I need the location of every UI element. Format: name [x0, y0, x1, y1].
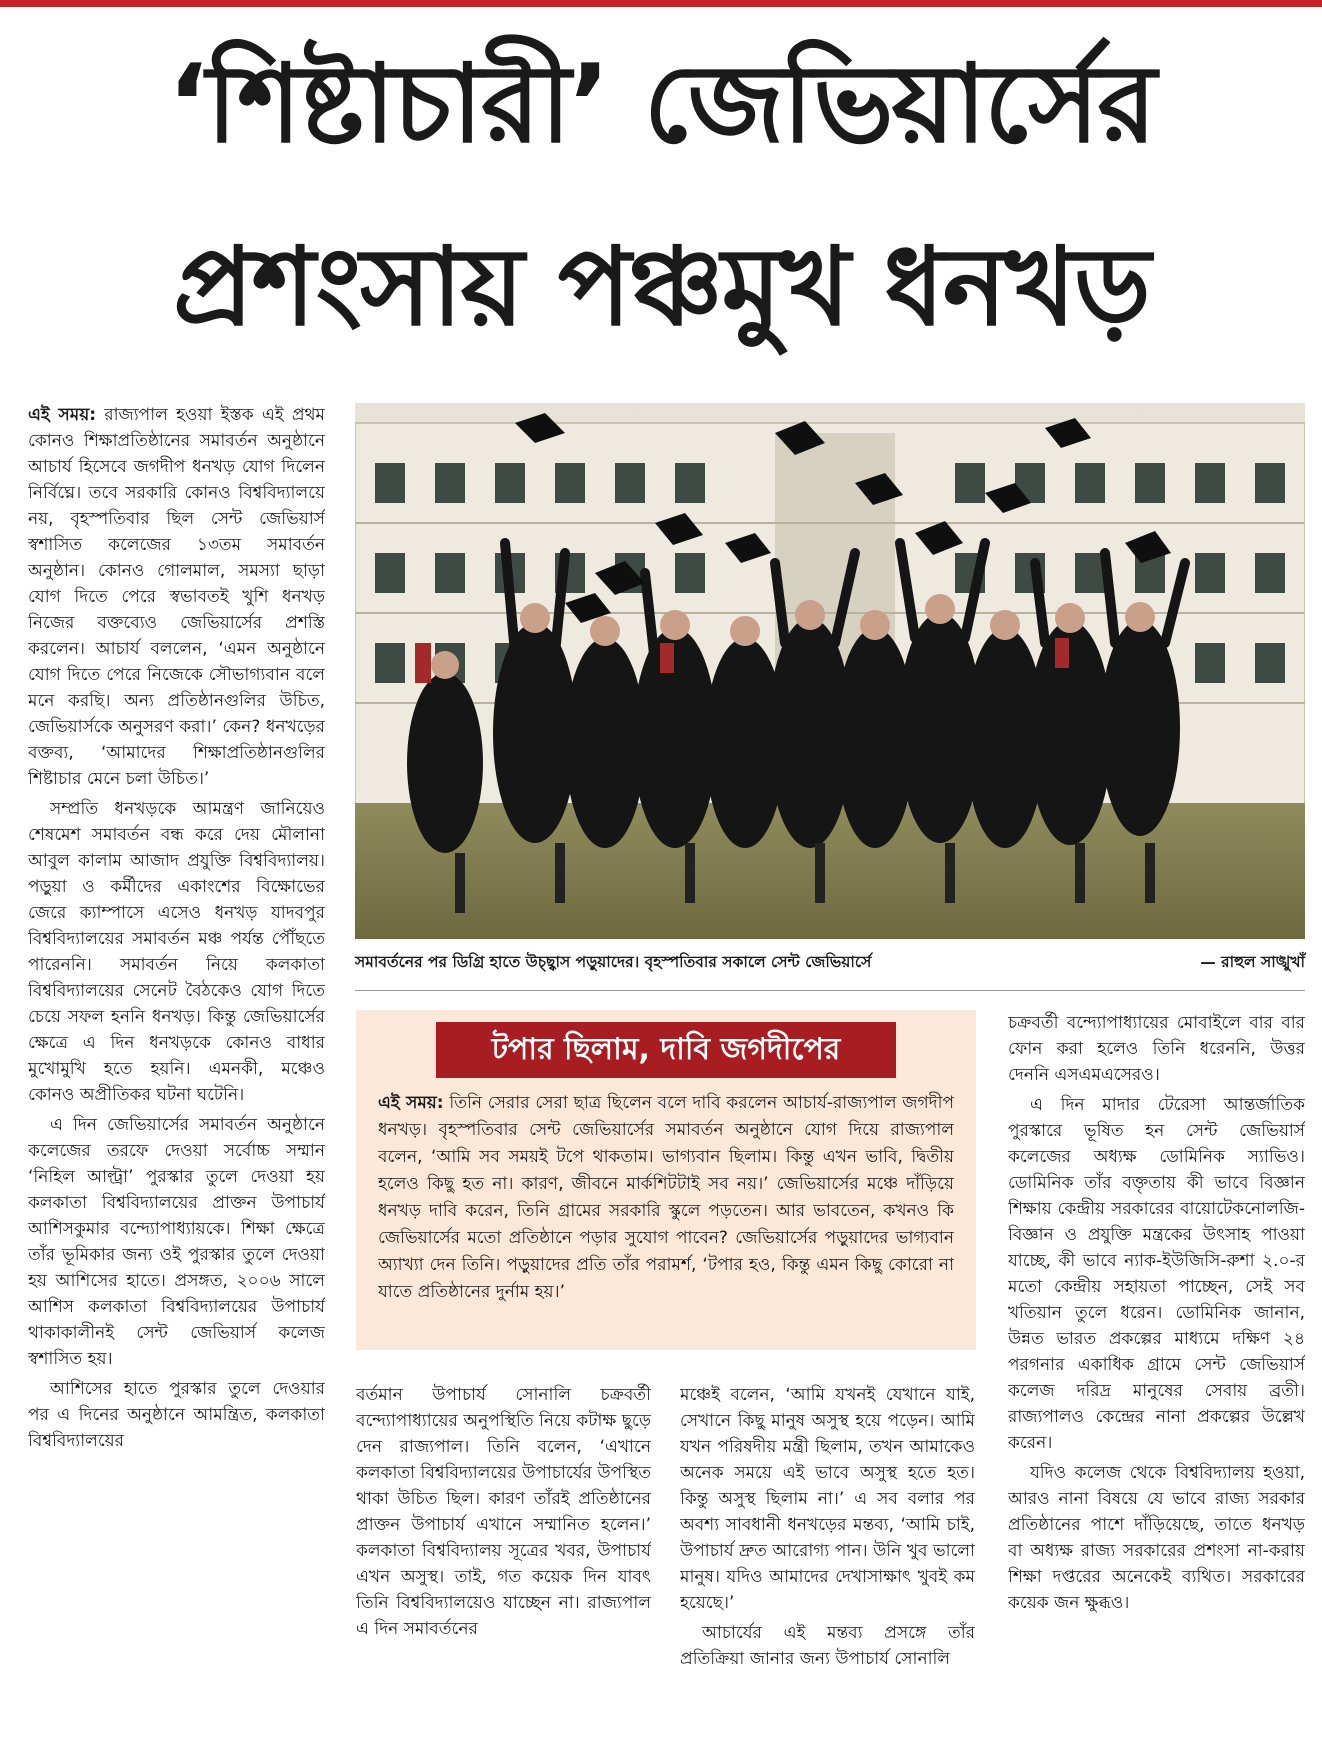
- headline-line-2: প্রশংসায় পঞ্চমুখ ধনখড়: [172, 225, 1150, 350]
- photo-caption: [355, 947, 1305, 977]
- story-column-3: [356, 1382, 651, 1747]
- photo-credit: — রাহুল সাঙ্খুখাঁ: [1200, 953, 1305, 971]
- sidebar-box-title: টপার ছিলাম, দাবি জগদীপের: [436, 1022, 896, 1078]
- sidebar-box-body: [378, 1090, 954, 1340]
- story-paragraph: আচার্যের এই মন্তব্য প্রসঙ্গে তাঁর প্রতিক্রিয়া জানার জন্য উপাচার্য সোনালি: [680, 1623, 975, 1669]
- story-paragraph: এ দিন মাদার টেরেসা আন্তর্জাতিক পুরস্কারে ভূষিত হন সেন্ট জেভিয়ার্স কলেজের অধ্যক্ষ ডোমিনিক স্যাভিও। ডোমিনিক তাঁর বক্তৃতায় কী ভাবে বিজ্ঞান শিক্ষায় কেন্দ্রীয় সরকারের বায়োটেকনোলজি-বিজ্ঞান ও প্রযুক্তি মন্ত্রকের উৎসাহ পাওয়া যাচ্ছে, কী ভাবে ন্যাক-ইউজিসি-রুশা ২.০-র মতো কেন্দ্রীয় সহায়তা পাচ্ছেন, সেই সব খতিয়ান তুলে ধরেন। ডোমিনিক জানান, উন্নত ভারত প্রকল্পের মাধ্যমে দক্ষিণ ২৪ পরগনার একাধিক গ্রামে সেন্ট জেভিয়ার্স কলেজ দরিদ্র মানুষের সেবায় ব্রতী। রাজ্যপালও কেন্দ্রের নানা প্রকল্পের উল্লেখ করেন।: [1008, 1095, 1305, 1453]
- top-rule: [0, 0, 1322, 7]
- story-paragraph: মঞ্চেই বলেন, ‘আমি যখনই যেখানে যাই, সেখানে কিছু মানুষ অসুস্থ হয়ে পড়েন। আমি যখন পরিষদীয় মন্ত্রী ছিলাম, তখন আমাকেও অনেক সময়ে এই ভাবে অসুস্থ হতে হত। কিন্তু অসুস্থ ছিলাম না।’ এ সব বলার পর অবশ্য সাবধানী ধনখড়ের মন্তব্য, ‘আমি চাই, উপাচার্য দ্রুত আরোগ্য পান। উনি খুব ভালো মানুষ। যদিও আমাদের দেখাসাক্ষাৎ খুবই কম হয়েছে।’: [680, 1385, 975, 1613]
- sidebar-text: তিনি সেরার সেরা ছাত্র ছিলেন বলে দাবি করলেন আচার্য-রাজ্যপাল জগদীপ ধনখড়। বৃহস্পতিবার সেন্ট জেভিয়ার্সের সমাবর্তন অনুষ্ঠানে যোগ দিয়ে রাজ্যপাল বলেন, ‘আমি সব সময়ই টপে থাকতাম। ভাগ্যবান ছিলাম। কিন্তু এখন ভাবি, দ্বিতীয় হলেও কিছু হত না। কারণ, জীবনে মার্কশিটটাই সব নয়।’ জেভিয়ার্সের মঞ্চে দাঁড়িয়ে ধনখড় দাবি করেন, তিনি গ্রামের সরকারি স্কুলে পড়তেন। আর ভাবতেন, কখনও কি জেভিয়ার্সের মতো প্রতিষ্ঠানে পড়ার সুযোগ পাবেন? জেভিয়ার্সের পড়ুয়াদের ভাগ্যবান অ্যাখ্যা দেন তিনি। পড়ুয়াদের প্রতি তাঁর পরামর্শ, ‘টপার হও, কিন্তু এমন কিছু কোরো না যাতে প্রতিষ্ঠানের দুর্নাম হয়।’: [378, 1093, 954, 1302]
- story-paragraph: সম্প্রতি ধনখড়কে আমন্ত্রণ জানিয়েও শেষমেশ সমাবর্তন বন্ধ করে দেয় মৌলানা আবুল কালাম আজাদ প্রযুক্তি বিশ্ববিদ্যালয়। পড়ুয়া ও কর্মীদের একাংশের বিক্ষোভের জেরে ক্যাম্পাসে এসেও ধনখড় যাদবপুর বিশ্ববিদ্যালয়ের সমাবর্তন মঞ্চ পর্যন্ত পৌঁছতে পারেননি। সমাবর্তন নিয়ে কলকাতা বিশ্ববিদ্যালয়ের সেনেট বৈঠকেও যোগ দিতে চেয়ে সফল হননি ধনখড়। কিন্তু জেভিয়ার্সের ক্ষেত্রে এ দিন ধনখড়কে কোনও বাধার মুখোমুখি হতে হয়নি। এমনকী, মঞ্চেও কোনও অপ্রীতিকর ঘটনা ঘটেনি।: [28, 799, 325, 1105]
- story-paragraph: আশিসের হাতে পুরস্কার তুলে দেওয়ার পর এ দিনের অনুষ্ঠানে আমন্ত্রিত, কলকাতা বিশ্ববিদ্যালয়ের: [28, 1379, 325, 1451]
- story-byline: এই সময়:: [28, 405, 97, 425]
- story-paragraph: এই সময়: রাজ্যপাল হওয়া ইস্তক এই প্রথম কোনও শিক্ষাপ্রতিষ্ঠানের সমাবর্তন অনুষ্ঠানে আচার্য হিসেবে জগদীপ ধনখড় যোগ দিলেন নির্বিঘ্নে। তবে সরকারি কোনও বিশ্ববিদ্যালয়ে নয়, বৃহস্পতিবার ছিল সেন্ট জেভিয়ার্স স্বশাসিত কলেজের ১৩তম সমাবর্তন অনুষ্ঠান। কোনও গোলমাল, সমস্যা ছাড়া যোগ দিতে পেরে স্বভাবতই খুশি ধনখড় নিজের বক্তব্যেও জেভিয়ার্সের প্রশস্তি করলেন। আচার্য বললেন, ‘এমন অনুষ্ঠানে যোগ দিতে পেরে নিজেকে সৌভাগ্যবান বলে মনে করছি। অন্য প্রতিষ্ঠানগুলির উচিত, জেভিয়ার্সকে অনুসরণ করা।’ কেন? ধনখড়ের বক্তব্য, ‘আমাদের শিক্ষাপ্রতিষ্ঠানগুলির শিষ্টাচার মেনে চলা উচিত।’: [28, 405, 325, 789]
- story-paragraph: বর্তমান উপাচার্য সোনালি চক্রবর্তী বন্দ্যোপাধ্যায়ের অনুপস্থিতি নিয়ে কটাক্ষ ছুড়ে দেন রাজ্যপাল। তিনি বলেন, ‘এখানে কলকাতা বিশ্ববিদ্যালয়ের উপাচার্যের উপস্থিত থাকা উচিত ছিল। কারণ তাঁরই প্রতিষ্ঠানের প্রাক্তন উপাচার্য এখানে সম্মানিত হলেন।’ কলকাতা বিশ্ববিদ্যালয় সূত্রের খবর, উপাচার্য এখন অসুস্থ। তাই, গত কয়েক দিন যাবৎ তিনি বিশ্ববিদ্যালয়েও যাচ্ছেন না। রাজ্যপাল এ দিন সমাবর্তনের: [356, 1385, 651, 1639]
- sidebar-byline: এই সময়:: [378, 1093, 444, 1113]
- story-paragraph: এ দিন জেভিয়ার্সের সমাবর্তন অনুষ্ঠানে কলেজের তরফে দেওয়া সর্বোচ্চ সম্মান ‘নিহিল আল্ট্রা’ পুরস্কার তুলে দেওয়া হয় কলকাতা বিশ্ববিদ্যালয়ের প্রাক্তন উপাচার্য আশিসকুমার বন্দ্যোপাধ্যায়কে। শিক্ষা ক্ষেত্রে তাঁর ভূমিকার জন্য ওই পুরস্কার তুলে দেওয়া হয় আশিসের হাতে। প্রসঙ্গত, ২০০৬ সালে আশিস কলকাতা বিশ্ববিদ্যালয়ের উপাচার্য থাকাকালীনই সেন্ট জেভিয়ার্স কলেজ স্বশাসিত হয়।: [28, 1115, 325, 1369]
- story-column-5: [1008, 1010, 1305, 1747]
- story-paragraph: চক্রবর্তী বন্দ্যোপাধ্যায়ের মোবাইলে বার বার ফোন করা হলেও তিনি ধরেননি, উত্তর দেননি এসএমএসেরও।: [1008, 1013, 1305, 1085]
- story-column-1: [28, 402, 325, 1747]
- caption-text: সমাবর্তনের পর ডিগ্রি হাতে উচ্ছ্বাস পড়ুয়াদের। বৃহস্পতিবার সকালে সেন্ট জেভিয়ার্সে: [355, 953, 872, 971]
- news-photo: [355, 403, 1305, 939]
- graduation-photo-illustration: [355, 403, 1305, 939]
- story-paragraph: যদিও কলেজ থেকে বিশ্ববিদ্যালয় হওয়া, আরও নানা বিষয়ে যে ভাবে রাজ্য সরকার প্রতিষ্ঠানের পাশে দাঁড়িয়েছে, তাতে ধনখড় বা অধ্যক্ষ রাজ্য সরকারের প্রশংসা না-করায় শিক্ষা দপ্তরের অনেকেই ব্যথিত। সরকারের কয়েক জন ক্ষুব্ধও।: [1008, 1463, 1305, 1613]
- sidebar-box: [356, 1010, 976, 1350]
- story-column-4: [680, 1382, 975, 1747]
- headline-line-1: ‘শিষ্টাচারী’ জেভিয়ার্সের: [167, 42, 1155, 167]
- divider: [355, 990, 1305, 991]
